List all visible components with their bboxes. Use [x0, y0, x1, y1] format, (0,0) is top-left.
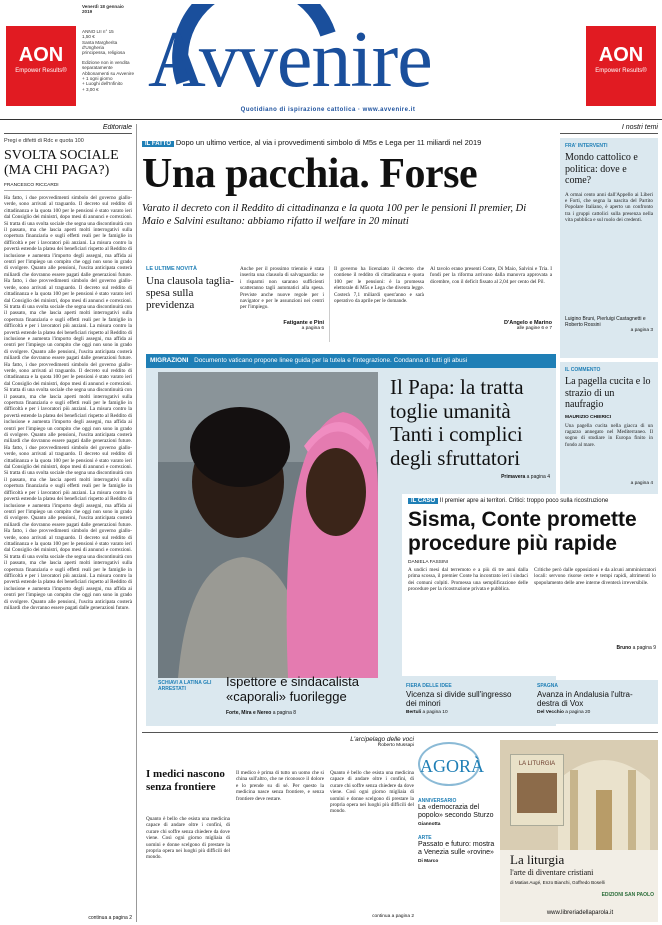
- strip-item[interactable]: [402, 680, 527, 724]
- comment-text: Una pagella cucita nella giacca di un ragazzo annegato nel Mediterraneo. Il sogno di studiare in Europa finito in fondo al mare.: [565, 422, 653, 448]
- migration-author: Primavera: [501, 474, 526, 480]
- strip-tag: SPAGNA: [537, 683, 559, 689]
- info-line: + 3,00 €: [82, 86, 99, 92]
- aon-tagline: Empower Results®: [595, 68, 647, 74]
- caporali-block: [158, 674, 384, 722]
- arcipelago-col3: Quanto è bello che esista una medicina capace di andare oltre i confini, di curare chi soffre senza chiedere da dove viene. Così ogni giorno migliaia di uomini e donne scelgono di prestare la propria opera nei luoghi più difficili del mondo.: [330, 770, 414, 815]
- column-rule: [329, 266, 330, 342]
- news-strip: [402, 680, 658, 724]
- strip-page: a pagina 10: [422, 710, 448, 715]
- lead-col1: [240, 266, 324, 344]
- sisma-page[interactable]: a pagina 9: [632, 645, 656, 651]
- lead-col3: [430, 266, 552, 344]
- migration-page[interactable]: a pagina 4: [526, 474, 550, 480]
- editorial-kicker: Pregi e difetti di Rdc e quota 100: [4, 138, 84, 144]
- theme-authors: Luigino Bruni, Pierluigi Castagnetti e Roberto Rossini: [565, 315, 646, 328]
- editorial-text: Ha fatto, i due provvedimenti simbolo del governo giallo-verde, sono arrivati al traguardo. Il decreto sul reddito di cittadinanza e la quota 100 per le pensioni è stato varato ieri dal Consiglio dei ministri, dopo mesi di annunci e correzioni. Si tratta di una svolta sociale che segna una discontinuità con il passato, ma che lascia aperti molti interrogativi sulla copertura finanziaria e sugli effetti reali per le famiglie in difficoltà e per i lavoratori più anziani. La misura contro la povertà estende la platea dei beneficiari rispetto al Reddito di inclusione e aumenta l'importo degli assegni, ma affida ai centri per l'impiego un compito che oggi non sono in grado di svolgere. Quanto alle pensioni, l'uscita anticipata costerà miliardi che dovranno essere pagati dalle generazioni future.: [4, 195, 132, 278]
- book-cover-art: [517, 773, 557, 813]
- column-rule: [136, 124, 137, 922]
- ad-publisher: EDIZIONI SAN PAOLO: [601, 892, 654, 898]
- lead-deck: Varato il decreto con il Reddito di cittadinanza e la quota 100 per le pensioni Il premier, Di Maio e Salvini esultano: abbiamo rifatto il welfare in 20 minuti: [142, 203, 527, 227]
- sisma-headline: Sisma, Conte promette procedure più rapide: [408, 508, 637, 555]
- sisma-author2: Bruno: [616, 645, 632, 651]
- strip-credit: [406, 710, 523, 715]
- agora-section: [418, 742, 496, 922]
- aon-logo: AON: [598, 44, 644, 66]
- sisma-col2: Critiche però dalle opposizioni e da alcuni amministratori locali: servono risorse certe e tempi rapidi, altrimenti lo spopolamento delle aree interne diventerà irreversibile.: [534, 567, 656, 586]
- ad-title: La liturgia: [510, 852, 565, 867]
- strip-credit: [537, 710, 654, 715]
- sponsor-left[interactable]: [6, 26, 76, 106]
- lead-tag: IL FATTO: [142, 141, 174, 147]
- sponsor-right[interactable]: [586, 26, 656, 106]
- issue-date: Venerdì 18 gennaio 2019: [82, 4, 124, 15]
- agora-tag: ANNIVERSARIO: [418, 798, 457, 804]
- info-line: Abbonamenti su Avvenire: [82, 70, 135, 76]
- sisma-kicker: [408, 498, 656, 504]
- sisma-block: [402, 494, 658, 676]
- editorial-column: [4, 124, 132, 922]
- strip-title: Vicenza si divide sull'ingresso dei minori: [406, 690, 512, 708]
- header: [0, 0, 662, 118]
- sisma-credit: [534, 645, 656, 651]
- theme-text: A ormai cento anni dall'Appello ai Liberi e Forti, che segna la nascita del Partito Popolare Italiano, è aperto un confronto tra i gruppi cattolici sulla presenza nella vita pubblica e sul ruolo dei credenti.: [565, 191, 653, 224]
- agora-logo: AGORÀ: [418, 742, 480, 786]
- migration-credit: [390, 474, 550, 480]
- agora-title: Passato e futuro: mostra a Venezia sulle «rovine»: [418, 841, 495, 856]
- migration-kicker-text: Documento vaticano propone linee guida per la tutela e l'integrazione. Condanna di tutti gli abusi: [194, 357, 468, 364]
- agora-tag: ARTE: [418, 835, 432, 841]
- book-cover-title: LA LITURGIA: [518, 761, 556, 767]
- migration-kicker: [146, 354, 556, 368]
- arcipelago-col1: Quanto è bello che esista una medicina capace di andare oltre i confini, di curare chi soffre senza chiedere da dove viene. Così ogni giorno migliaia di uomini e donne scelgono di prestare la propria opera nei luoghi più difficili del mondo.: [146, 816, 230, 861]
- strip-tag: FIERA DELLE IDEE: [406, 683, 452, 689]
- lead-col1-author: Fatigante e Pini: [283, 320, 324, 326]
- sisma-col1: A undici mesi dal terremoto e a più di tre anni dalla prima scossa, il premier Conte ha incontrato ieri i sindaci dei comuni colpiti. Promessa una semplificazione delle procedure per la ricostruzione privata e pubblica.: [408, 567, 528, 593]
- masthead-title: Avvenire: [148, 16, 432, 104]
- ad-authors: di Matias Augé, Enzo Bianchi, Goffredo Boselli: [510, 880, 605, 885]
- aon-logo: AON: [18, 44, 64, 66]
- right-column: [560, 124, 658, 489]
- masthead-subtitle: Quotidiano di ispirazione cattolica · www.avvenire.it: [240, 107, 416, 113]
- migration-headline: Il Papa: la tratta toglie umanità Tanti i complici degli sfruttatori: [390, 375, 524, 470]
- arcipelago-col2: Il medico è prima di tutto un uomo che si china sull'altro, che ne riconosce il dolore e lo prende su di sé. Per questo la medicina nasce senza frontiere, e senza frontiere deve restare.: [236, 770, 324, 802]
- ad-url[interactable]: www.libreriadellaparola.it: [546, 910, 614, 916]
- sisma-tag: IL CASO: [408, 498, 438, 504]
- lead-col1-text: Anche per il prossimo triennio è stata inserita una clausola di salvaguardia: se i risparmi non saranno sufficienti scatteranno tagli automatici alla spesa. Previste anche nuove regole per i navigator e per le assunzioni nei centri per l'impiego.: [240, 266, 324, 311]
- info-line: ANNO LII n° 15: [82, 28, 114, 34]
- continue-link[interactable]: continua a pagina 2: [372, 914, 414, 919]
- section-label: I nostri temi: [560, 124, 658, 134]
- agora-author: Giannotta: [418, 822, 441, 827]
- theme-title: Mondo cattolico e politica: dove e come?: [565, 152, 638, 186]
- strip-author: Bertuli: [406, 710, 422, 715]
- strip-author: Del Vecchio: [537, 710, 564, 715]
- section-title: L'arcipelago delle voci: [350, 736, 414, 743]
- lead-col1-page[interactable]: a pagina 6: [301, 326, 324, 331]
- comment-page[interactable]: a pagina 4: [630, 480, 653, 486]
- box-tag: LE ULTIME NOVITÀ: [146, 266, 197, 272]
- lead-box: [146, 266, 234, 344]
- saint-role: principessa, religiosa: [82, 50, 125, 56]
- continue-link[interactable]: continua a pagina 2: [88, 915, 132, 921]
- editorial-text: Ha fatto, i due provvedimenti simbolo del governo giallo-verde, sono arrivati al traguardo. Il decreto sul reddito di cittadinanza e la quota 100 per le pensioni è stato varato ieri dal Consiglio dei ministri, dopo mesi di annunci e correzioni. Si tratta di una svolta sociale che segna una discontinuità con il passato, ma che lascia aperti molti interrogativi sulla copertura finanziaria e sugli effetti reali per le famiglie in difficoltà e per i lavoratori più anziani. La misura contro la povertà estende la platea dei beneficiari rispetto al Reddito di inclusione e aumenta l'importo degli assegni, ma affida ai centri per l'impiego un compito che oggi non sono in grado di svolgere. Quanto alle pensioni, l'uscita anticipata costerà miliardi che dovranno essere pagati dalle generazioni future.: [4, 361, 132, 445]
- migration-photo: [158, 372, 378, 678]
- comment-author: MAURIZIO CHIERICI: [565, 414, 612, 420]
- editorial-title: SVOLTA SOCIALE (MA CHI PAGA?): [4, 148, 119, 178]
- arcipelago-title: I medici nascono senza frontiere: [146, 768, 225, 793]
- lead-kicker-text: Dopo un ultimo vertice, al via i provvedimenti simbolo di M5s e Lega per 11 miliardi nel 2019: [175, 138, 482, 147]
- book-ad[interactable]: [500, 740, 658, 922]
- bottom-rule: [142, 732, 658, 733]
- lead-col2-text: Il governo ha licenziato il decreto che contiene il reddito di cittadinanza e quota 100 per le pensioni: è la promessa elettorale di M5s e Lega che diventa legge. Costerà 7,1 miliardi quest'anno e sarà operativo da aprile per le domande.: [334, 266, 424, 305]
- editorial-text: Ha fatto, i due provvedimenti simbolo del governo giallo-verde, sono arrivati al traguardo. Il decreto sul reddito di cittadinanza e la quota 100 per le pensioni è stato varato ieri dal Consiglio dei ministri, dopo mesi di annunci e correzioni. Si tratta di una svolta sociale che segna una discontinuità con il passato, ma che lascia aperti molti interrogativi sulla copertura finanziaria e sugli effetti reali per le famiglie in difficoltà e per i lavoratori più anziani. La misura contro la povertà estende la platea dei beneficiari rispetto al Reddito di inclusione e aumenta l'importo degli assegni, ma affida ai centri per l'impiego un compito che oggi non sono in grado di svolgere. Quanto alle pensioni, l'uscita anticipata costerà miliardi che dovranno essere pagati dalle generazioni future.: [4, 528, 132, 611]
- info-line: Edizione non in vendita separatamente: [82, 59, 130, 71]
- theme-tag: FRA' INTERVENTI: [565, 143, 608, 149]
- caporali-tag: SCHIAVI A LATINA GLI ARRESTATI: [158, 680, 212, 692]
- section-label: Editoriale: [4, 124, 132, 134]
- editorial-body: [4, 195, 132, 913]
- ad-subtitle: l'arte di diventare cristiani: [510, 868, 594, 877]
- strip-item[interactable]: [533, 680, 658, 724]
- section-label: [142, 736, 414, 743]
- agora-author: Di Marco: [418, 859, 439, 864]
- lead-col3-text: Al tavolo erano presenti Conte, Di Maio, Salvini e Tria. I fondi per la riforma arrivano dalla manovra approvata a dicembre, con il deficit fissato al 2,04 per cento del Pil.: [430, 266, 552, 285]
- caporali-page[interactable]: a pagina 8: [272, 710, 297, 716]
- strip-title: Avanza in Andalusia l'ultra-destra di Vox: [537, 690, 633, 708]
- box-title: Una clausola taglia-spesa sulla previdenza: [146, 275, 234, 311]
- price: 1,50 €: [82, 34, 95, 40]
- lead-headline: Una pacchia. Forse: [142, 151, 478, 197]
- agora-title: La «democrazia del popolo» secondo Sturzo: [418, 804, 494, 819]
- info-line: + Luoghi dell'Infinito: [82, 81, 123, 87]
- header-rule: [0, 119, 662, 120]
- comment-box: [560, 362, 658, 498]
- section-author: Roberto Mussapi: [377, 743, 414, 748]
- lead-col3-author: D'Angelo e Marino: [503, 320, 552, 326]
- sisma-kicker-text: Il premier apre ai territori. Critici: troppo poco sulla ricostruzione: [439, 498, 609, 504]
- info-line: + 1 ogni giorno: [82, 76, 113, 82]
- sisma-author: DANIELA FASSINI: [408, 560, 448, 565]
- caporali-authors: Forte, Mira e Nereo: [226, 710, 272, 716]
- lead-kicker: [142, 138, 552, 147]
- theme-page[interactable]: a pagina 3: [630, 327, 653, 333]
- comment-title: La pagella cucita e lo strazio di un naufragio: [565, 376, 651, 410]
- arcipelago-section: [142, 736, 414, 922]
- saint-name: Santa Margherita d'Ungheria: [82, 39, 118, 51]
- masthead-logo: [134, 4, 514, 110]
- aon-tagline: Empower Results®: [15, 68, 67, 74]
- sisma-columns: [408, 567, 656, 657]
- theme-box: [560, 138, 658, 358]
- caporali-headline: Ispettore e sindacalista «caporali» fuorilegge: [226, 674, 359, 704]
- editorial-text: Ha fatto, i due provvedimenti simbolo del governo giallo-verde, sono arrivati al traguardo. Il decreto sul reddito di cittadinanza e la quota 100 per le pensioni è stato varato ieri dal Consiglio dei ministri, dopo mesi di annunci e correzioni. Si tratta di una svolta sociale che segna una discontinuità con il passato, ma che lascia aperti molti interrogativi sulla copertura finanziaria e sugli effetti reali per le famiglie in difficoltà e per i lavoratori più anziani. La misura contro la povertà estende la platea dei beneficiari rispetto al Reddito di inclusione e aumenta l'importo degli assegni, ma affida ai centri per l'impiego un compito che oggi non sono in grado di svolgere. Quanto alle pensioni, l'uscita anticipata costerà miliardi che dovranno essere pagati dalle generazioni future.: [4, 444, 132, 528]
- comment-tag: IL COMMENTO: [565, 367, 601, 373]
- edition-info: [82, 4, 134, 92]
- editorial-author: FRANCESCO RICCARDI: [4, 183, 132, 191]
- lead-col2: [334, 266, 424, 344]
- book-cover: [510, 754, 564, 826]
- editorial-text: Ha fatto, i due provvedimenti simbolo del governo giallo-verde, sono arrivati al traguardo. Il decreto sul reddito di cittadinanza e la quota 100 per le pensioni è stato varato ieri dal Consiglio dei ministri, dopo mesi di annunci e correzioni. Si tratta di una svolta sociale che segna una discontinuità con il passato, ma che lascia aperti molti interrogativi sulla copertura finanziaria e sugli effetti reali per le famiglie in difficoltà e per i lavoratori più anziani. La misura contro la povertà estende la platea dei beneficiari rispetto al Reddito di inclusione e aumenta l'importo degli assegni, ma affida ai centri per l'impiego un compito che oggi non sono in grado di svolgere. Quanto alle pensioni, l'uscita anticipata costerà miliardi che dovranno essere pagati dalle generazioni future.: [4, 278, 132, 362]
- lead-col3-page[interactable]: alle pagine 6 e 7: [516, 326, 552, 331]
- strip-page: a pagina 20: [565, 710, 591, 715]
- migration-tag: MIGRAZIONI: [150, 357, 189, 364]
- photo-women-icon: [158, 372, 378, 678]
- caporali-credit: [226, 710, 386, 716]
